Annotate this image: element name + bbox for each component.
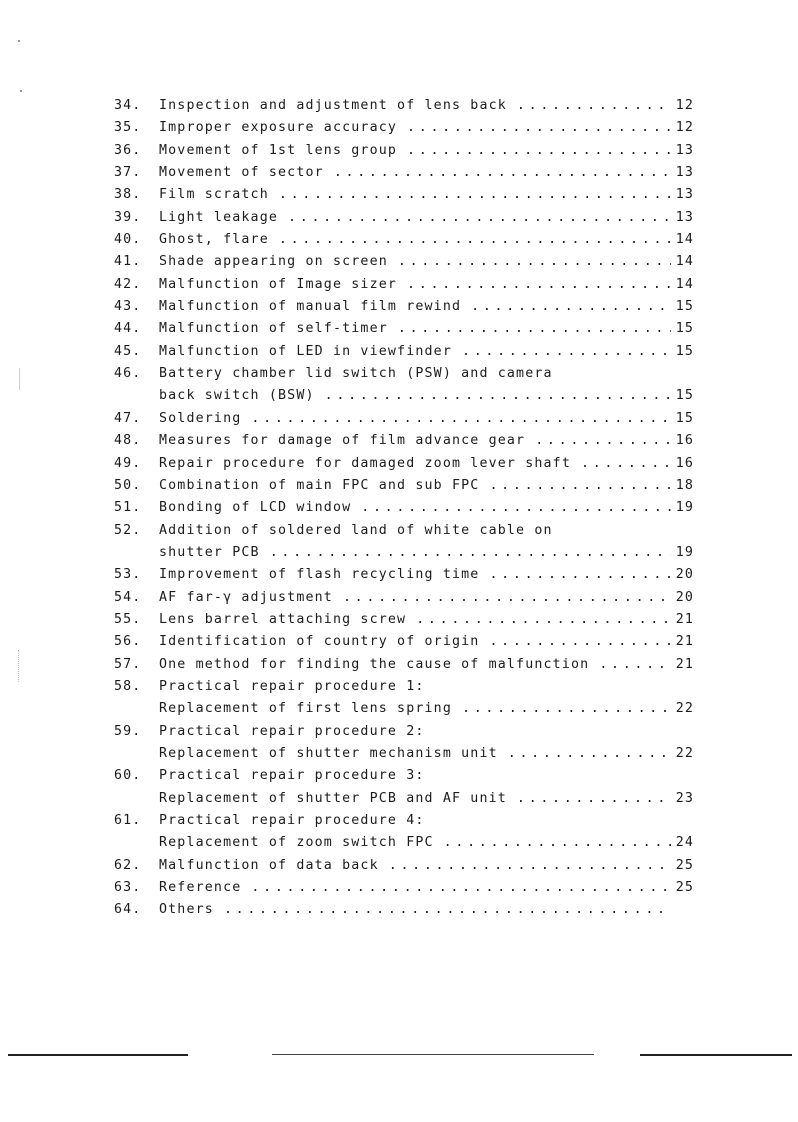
toc-entry: [114, 567, 694, 589]
toc-entry-page: 16: [675, 433, 694, 449]
toc-entry: [114, 902, 694, 924]
toc-entry: [114, 791, 694, 813]
toc-entry-title: Shade appearing on screen: [159, 254, 388, 270]
toc-entry-title: One method for finding the cause of malfunction: [159, 656, 590, 672]
toc-entry-number: 59.: [114, 723, 142, 739]
toc-entry-title: Malfunction of Image sizer: [159, 276, 398, 292]
dot-leader: [325, 388, 671, 403]
toc-entry: [114, 433, 694, 455]
scan-speck: [18, 40, 20, 42]
toc-entry: [114, 210, 694, 232]
toc-entry-number: 62.: [114, 857, 142, 873]
toc-entry-page: 13: [675, 187, 694, 203]
toc-entry-title: Replacement of zoom switch FPC: [159, 835, 434, 851]
toc-entry: [114, 388, 694, 410]
toc-entry-number: 58.: [114, 678, 142, 694]
scan-speck: [20, 90, 22, 92]
toc-entry-page: 22: [675, 745, 694, 761]
toc-entry-number: 56.: [114, 634, 142, 650]
dot-leader: [489, 634, 671, 649]
dot-leader: [489, 478, 671, 493]
table-of-contents: [114, 98, 694, 925]
toc-entry: [114, 679, 694, 701]
toc-entry-title: Replacement of shutter PCB and AF unit: [159, 790, 507, 806]
toc-entry-title: Lens barrel attaching screw: [159, 611, 407, 627]
toc-entry: [114, 478, 694, 500]
dot-leader: [517, 98, 671, 113]
toc-entry-number: 45.: [114, 343, 142, 359]
dot-leader: [251, 411, 671, 426]
toc-entry: [114, 277, 694, 299]
footer-rule-right: [640, 1054, 792, 1056]
toc-entry: [114, 835, 694, 857]
toc-entry-page: 21: [675, 634, 694, 650]
toc-entry-number: 43.: [114, 299, 142, 315]
toc-entry-page: 25: [675, 857, 694, 873]
toc-entry-number: 55.: [114, 611, 142, 627]
toc-entry-number: 42.: [114, 276, 142, 292]
toc-entry-number: 49.: [114, 455, 142, 471]
toc-entry-number: 39.: [114, 209, 142, 225]
toc-entry-page: 19: [675, 544, 694, 560]
toc-entry: [114, 120, 694, 142]
toc-entry-title: AF far-γ adjustment: [159, 589, 333, 605]
toc-entry-page: 14: [675, 254, 694, 270]
toc-entry-title: Addition of soldered land of white cable on: [159, 522, 553, 538]
toc-entry: [114, 813, 694, 835]
dot-leader: [489, 567, 671, 582]
dot-leader: [361, 500, 671, 515]
dot-leader: [398, 254, 671, 269]
toc-entry-number: 38.: [114, 187, 142, 203]
dot-leader: [279, 232, 671, 247]
toc-entry: [114, 232, 694, 254]
toc-entry: [114, 143, 694, 165]
toc-entry-title: shutter PCB: [159, 544, 260, 560]
footer-rule-center: [272, 1054, 594, 1055]
toc-entry-number: 52.: [114, 522, 142, 538]
toc-entry: [114, 545, 694, 567]
dot-leader: [471, 299, 671, 314]
toc-entry-number: 51.: [114, 500, 142, 516]
toc-entry-number: 50.: [114, 477, 142, 493]
scan-margin-mark: [19, 368, 30, 390]
toc-entry-title: Film scratch: [159, 187, 269, 203]
toc-entry: [114, 701, 694, 723]
dot-leader: [599, 657, 671, 672]
toc-entry-page: 23: [675, 790, 694, 806]
toc-entry-number: 34.: [114, 98, 142, 113]
dot-leader: [581, 456, 671, 471]
toc-entry: [114, 165, 694, 187]
dot-leader: [398, 321, 671, 336]
toc-entry-title: Bonding of LCD window: [159, 500, 352, 516]
toc-entry-number: 36.: [114, 142, 142, 158]
toc-entry-title: Practical repair procedure 3:: [159, 768, 425, 784]
dot-leader: [407, 277, 671, 292]
toc-entry-title: Inspection and adjustment of lens back: [159, 98, 507, 113]
toc-entry-number: 53.: [114, 567, 142, 583]
toc-entry-page: 16: [675, 455, 694, 471]
toc-entry-page: 24: [675, 835, 694, 851]
toc-entry-page: 15: [675, 410, 694, 426]
toc-entry-title: Replacement of shutter mechanism unit: [159, 745, 498, 761]
toc-entry: [114, 411, 694, 433]
dot-leader: [535, 433, 671, 448]
toc-entry-title: Light leakage: [159, 209, 279, 225]
toc-entry-number: 64.: [114, 902, 142, 918]
toc-entry-page: 18: [675, 477, 694, 493]
toc-entry-page: 15: [675, 299, 694, 315]
toc-entry-page: 13: [675, 142, 694, 158]
footer-rule-left: [8, 1054, 188, 1056]
toc-entry-page: 20: [675, 589, 694, 605]
toc-entry-title: Others: [159, 902, 214, 918]
dot-leader: [508, 746, 671, 761]
toc-entry-page: 14: [675, 276, 694, 292]
toc-entry: [114, 344, 694, 366]
toc-entry: [114, 724, 694, 746]
dot-leader: [462, 701, 671, 716]
dot-leader: [517, 791, 671, 806]
toc-entry-number: 60.: [114, 768, 142, 784]
toc-entry-page: 14: [675, 232, 694, 248]
toc-entry-page: 21: [675, 656, 694, 672]
toc-entry-title: Replacement of first lens spring: [159, 701, 452, 717]
toc-entry-number: 48.: [114, 433, 142, 449]
toc-entry: [114, 657, 694, 679]
toc-entry-title: Repair procedure for damaged zoom lever shaft: [159, 455, 571, 471]
toc-entry-number: 40.: [114, 232, 142, 248]
toc-entry-page: 15: [675, 321, 694, 337]
toc-entry-page: 13: [675, 165, 694, 181]
toc-entry-page: 22: [675, 701, 694, 717]
toc-entry-page: 15: [675, 388, 694, 404]
toc-entry-title: Improvement of flash recycling time: [159, 567, 480, 583]
toc-entry-title: Movement of 1st lens group: [159, 142, 398, 158]
toc-entry-page: 25: [675, 880, 694, 896]
dot-leader: [270, 545, 671, 560]
toc-entry: [114, 366, 694, 388]
toc-entry-page: 19: [675, 500, 694, 516]
toc-entry-page: 13: [675, 209, 694, 225]
toc-entry: [114, 590, 694, 612]
dot-leader: [251, 880, 671, 895]
toc-entry: [114, 456, 694, 478]
toc-entry-page: 20: [675, 567, 694, 583]
toc-entry: [114, 858, 694, 880]
dot-leader: [407, 120, 671, 135]
dot-leader: [334, 165, 671, 180]
dot-leader: [279, 187, 671, 202]
toc-entry-title: Malfunction of data back: [159, 857, 379, 873]
toc-entry: [114, 746, 694, 768]
toc-entry-title: Practical repair procedure 1:: [159, 678, 425, 694]
toc-entry-title: Combination of main FPC and sub FPC: [159, 477, 480, 493]
toc-entry-title: Practical repair procedure 4:: [159, 813, 425, 828]
dot-leader: [407, 143, 671, 158]
toc-entry-number: 63.: [114, 880, 142, 896]
toc-entry-title: Malfunction of manual film rewind: [159, 299, 462, 315]
toc-entry-number: 46.: [114, 366, 142, 382]
toc-entry-number: 41.: [114, 254, 142, 270]
toc-entry-title: Reference: [159, 880, 242, 896]
toc-entry: [114, 880, 694, 902]
toc-entry-number: 54.: [114, 589, 142, 605]
dot-leader: [389, 858, 671, 873]
toc-entry: [114, 612, 694, 634]
toc-entry: [114, 768, 694, 790]
toc-entry-title: Movement of sector: [159, 165, 324, 181]
toc-entry-title: Improper exposure accuracy: [159, 120, 398, 136]
toc-entry-title: Identification of country of origin: [159, 634, 480, 650]
scan-margin-mark: [18, 650, 33, 682]
toc-entry-number: 61.: [114, 813, 142, 828]
toc-entry-number: 57.: [114, 656, 142, 672]
toc-entry-number: 37.: [114, 165, 142, 181]
toc-entry-title: Battery chamber lid switch (PSW) and camera: [159, 366, 553, 382]
dot-leader: [462, 344, 671, 359]
toc-entry: [114, 321, 694, 343]
toc-entry-title: Malfunction of self-timer: [159, 321, 388, 337]
dot-leader: [224, 902, 671, 917]
toc-entry-title: Ghost, flare: [159, 232, 269, 248]
dot-leader: [343, 590, 671, 605]
toc-entry: [114, 523, 694, 545]
toc-entry-title: back switch (BSW): [159, 388, 315, 404]
dot-leader: [444, 835, 671, 850]
toc-entry-number: 35.: [114, 120, 142, 136]
toc-entry: [114, 254, 694, 276]
dot-leader: [288, 210, 671, 225]
toc-entry: [114, 500, 694, 522]
toc-entry: [114, 634, 694, 656]
toc-entry-page: 15: [675, 343, 694, 359]
toc-entry-title: Malfunction of LED in viewfinder: [159, 343, 452, 359]
toc-entry-title: Soldering: [159, 410, 242, 426]
toc-entry-page: 12: [675, 98, 694, 113]
dot-leader: [416, 612, 671, 627]
toc-entry-title: Practical repair procedure 2:: [159, 723, 425, 739]
toc-entry-page: 12: [675, 120, 694, 136]
toc-entry: [114, 299, 694, 321]
toc-entry-title: Measures for damage of film advance gear: [159, 433, 526, 449]
toc-entry: [114, 98, 694, 120]
toc-entry-page: 21: [675, 611, 694, 627]
toc-entry-number: 47.: [114, 410, 142, 426]
toc-entry: [114, 187, 694, 209]
toc-entry-number: 44.: [114, 321, 142, 337]
